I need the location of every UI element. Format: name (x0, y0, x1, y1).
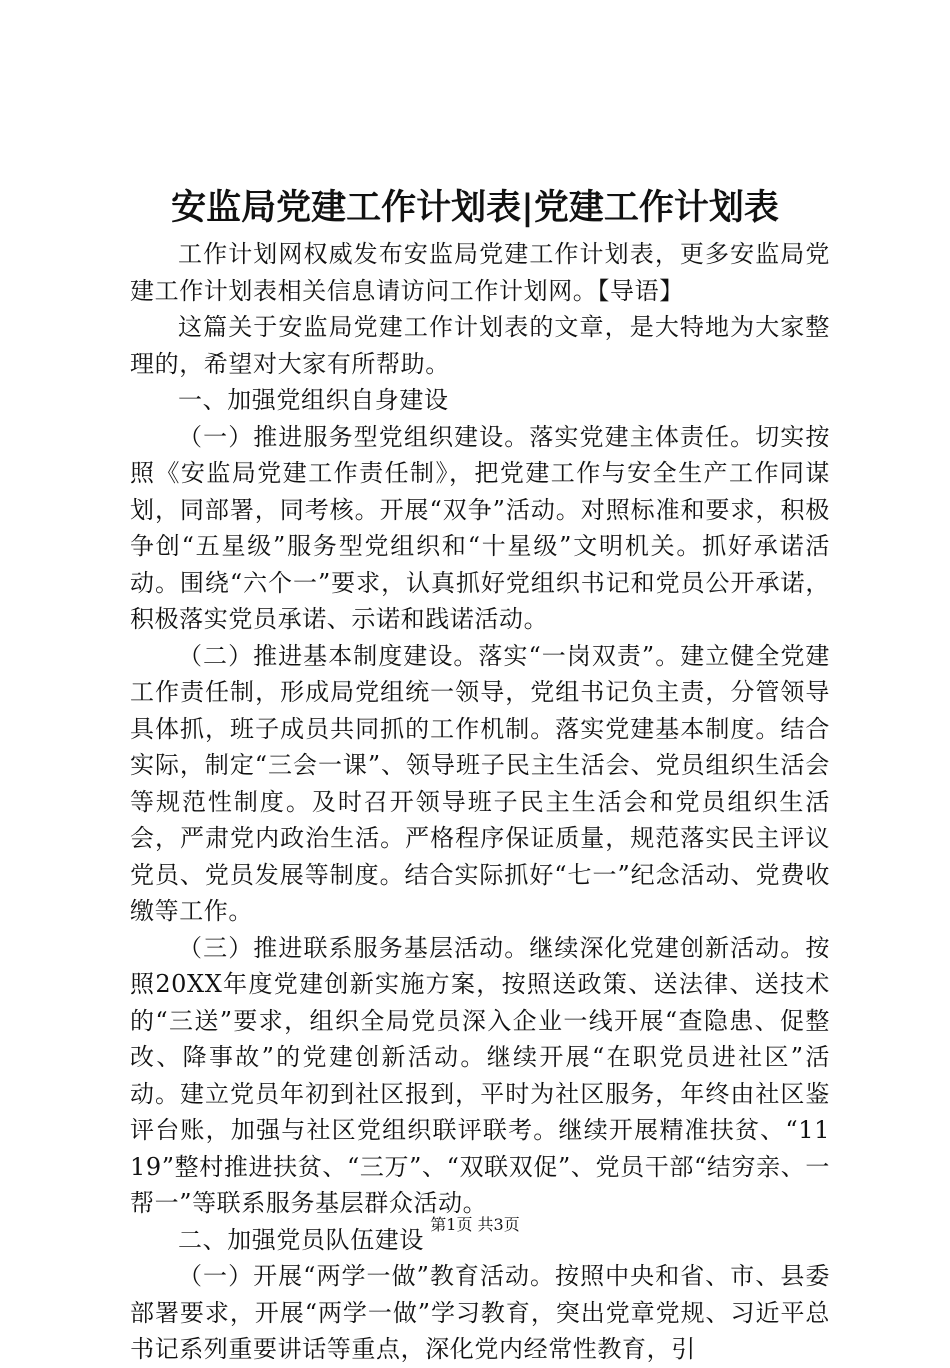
document-title: 安监局党建工作计划表|党建工作计划表 (171, 187, 779, 228)
lead-paragraph: 这篇关于安监局党建工作计划表的文章，是大特地为大家整理的，希望对大家有所帮助。 (130, 313, 830, 378)
section-heading-1: 一、加强党组织自身建设 (178, 386, 449, 414)
section-2-item-1: （一）开展“两学一做”教育活动。按照中央和省、市、县委部署要求，开展“两学一做”学习教育，突出党章党规、习近平总书记系列重要讲话等重点，深化党内经常性教育，引 (130, 1262, 830, 1363)
section-heading-2: 二、加强党员队伍建设 (178, 1225, 424, 1254)
section-1-item-2: （二）推进基本制度建设。落实“一岗双责”。建立健全党建工作责任制，形成局党组统一领导，党组书记负主责，分管领导具体抓，班子成员共同抓的工作机制。落实党建基本制度。结合实际，制定“三会一课”、领导班子民主生活会、党员组织生活会等规范性制度。及时召开领导班子民主生活会和党员组织生活会，严肃党内政治生活。严格程序保证质量，规范落实民主评议党员、党员发展等制度。结合实际抓好“七一”纪念活动、党费收缴等工作。 (130, 641, 830, 925)
intro-paragraph: 工作计划网权威发布安监局党建工作计划表，更多安监局党建工作计划表相关信息请访问工作计划网。【导语】 (130, 240, 830, 305)
document-body (130, 236, 830, 1368)
page-footer: 第1页 共3页 (430, 1215, 520, 1234)
section-1-item-3: （三）推进联系服务基层活动。继续深化党建创新活动。按照20XX年度党建创新实施方案，按照送政策、送法律、送技术的“三送”要求，组织全局党员深入企业一线开展“查隐患、促整改、降事故”的党建创新活动。继续开展“在职党员进社区”活动。建立党员年初到社区报到，平时为社区服务，年终由社区鉴评台账，加强与社区党组织联评联考。继续开展精准扶贫、“1119”整村推进扶贫、“三万”、“双联双促”、党员干部“结穷亲、一帮一”等联系服务基层群众活动。 (130, 933, 830, 1217)
section-1-item-1: （一）推进服务型党组织建设。落实党建主体责任。切实按照《安监局党建工作责任制》，把党建工作与安全生产工作同谋划，同部署，同考核。开展“双争”活动。对照标准和要求，积极争创“五星级”服务型党组织和“十星级”文明机关。抓好承诺活动。围绕“六个一”要求，认真抓好党组织书记和党员公开承诺，积极落实党员承诺、示诺和践诺活动。 (130, 422, 830, 633)
